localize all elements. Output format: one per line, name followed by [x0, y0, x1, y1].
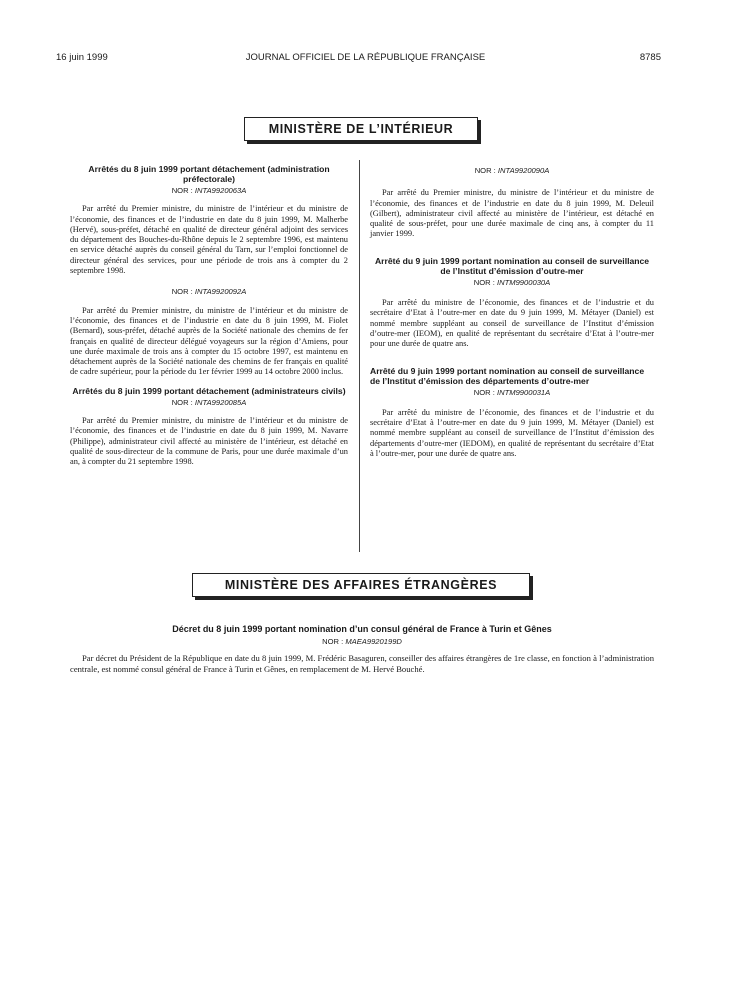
nor-label: NOR : — [171, 397, 193, 407]
nor-value: INTA9920063A — [194, 186, 247, 195]
nor-line — [70, 398, 348, 408]
ministry-interior-heading: MINISTÈRE DE L’INTÉRIEUR — [244, 117, 478, 141]
column-divider — [359, 160, 360, 552]
nor-label: NOR : — [473, 387, 495, 397]
nor-line — [70, 186, 348, 196]
nor-line — [70, 287, 348, 297]
decree-paragraph: Par arrêté du Premier ministre, du ministre de l’intérieur et du ministre de l’économie, des finances et de l’industrie en date du 8 juin 1999, M. Malherbe (Hervé), sous-préfet, détaché en qualité de directeur général adjoint des services du département des Bouches-du-Rhône depuis le 2 septembre 1996, est maintenu en service détaché auprès du conseil général du Tarn, sur l’emploi fonctionnel de directeur général des services, pour une période de trois ans à compter du 2 septembre 1998. — [70, 204, 348, 276]
left-column — [70, 164, 348, 468]
page-number: 8785 — [639, 52, 661, 63]
consul-decree — [70, 624, 654, 675]
nor-label: NOR : — [322, 637, 344, 646]
nor-value: INTA9920092A — [194, 287, 247, 297]
decree-title: Décret du 8 juin 1999 portant nomination d’un consul général de France à Turin et Gênes — [172, 624, 552, 634]
section-title-ieom: Arrêté du 9 juin 1999 portant nomination au conseil de surveillance de l’Institut d’émission d’outre-mer — [374, 255, 650, 276]
ministry-foreign-affairs-heading: MINISTÈRE DES AFFAIRES ÉTRANGÈRES — [192, 573, 530, 597]
decree-paragraph: Par arrêté du Premier ministre, du ministre de l’intérieur et du ministre de l’économie, des finances et de l’industrie en date du 8 juin 1999, M. Fiolet (Bernard), sous-préfet, détaché auprès de la Société nationale des chemins de fer français en qualité de directeur délégué voyageurs sur la région d’Amiens, pour une durée maximale de trois ans à compter du 15 octobre 1997, est maintenu en détachement auprès de la Société nationale des chemins de fer français en qualité de cadre supérieur, pour la période du 1er février 1999 au 14 octobre 2000 inclus. — [70, 305, 348, 377]
decree-paragraph: Par arrêté du Premier ministre, du ministre de l’intérieur et du ministre de l’économie, des finances et de l’industrie en date du 8 juin 1999, M. Deleuil (Gilbert), administrateur civil affecté au ministère de l’intérieur, est détaché en qualité de sous-préfet, pour une durée maximale de cinq ans, à compter du 11 janvier 1999. — [370, 188, 654, 239]
decree-paragraph: Par arrêté du Premier ministre, du ministre de l’intérieur et du ministre de l’économie, des finances et de l’industrie en date du 8 juin 1999, M. Navarre (Philippe), administrateur civil affecté au ministère de l’intérieur, est détaché en qualité de sous-directeur de la commune de Paris, pour une durée maximale d’un an, à compter du 21 septembre 1998. — [70, 416, 348, 467]
nor-label: NOR : — [171, 287, 193, 297]
nor-line — [370, 388, 654, 398]
issue-date: 16 juin 1999 — [56, 52, 108, 63]
nor-label: NOR : — [473, 277, 495, 287]
section-title-iedom: Arrêté du 9 juin 1999 portant nomination au conseil de surveillance de l’Institut d’émission des départements d’outre-mer — [370, 365, 645, 386]
right-column — [370, 164, 654, 459]
nor-value: INTM9900030A — [497, 277, 551, 287]
decree-paragraph: Par arrêté du ministre de l’économie, des finances et de l’industrie et du secrétaire d’Etat à l’outre-mer en date du 9 juin 1999, M. Métayer (Daniel) est nommé membre suppléant au conseil de surveillance de l’Institut d’émission d’outre-mer (IEOM), en qualité de représentant du secrétaire d’Etat à l’outre-mer pour une durée de quatre ans. — [370, 298, 654, 349]
section-title-civil-administrators: Arrêtés du 8 juin 1999 portant détachement (administrateurs civils) — [72, 385, 346, 396]
nor-value: MAEA9920199D — [345, 637, 402, 646]
nor-line — [70, 636, 654, 647]
nor-line — [370, 278, 654, 288]
decree-paragraph: Par décret du Président de la République en date du 8 juin 1999, M. Frédéric Basaguren, conseiller des affaires étrangères de 1re classe, en fonction à l’administration centrale, est nommé consul général de France à Turin et Gênes, en remplacement de M. Hervé Bouché. — [70, 653, 654, 674]
nor-value: INTM9900031A — [497, 387, 551, 397]
journal-title: JOURNAL OFFICIEL DE LA RÉPUBLIQUE FRANÇAISE — [245, 52, 486, 63]
nor-label: NOR : — [171, 186, 193, 195]
decree-paragraph: Par arrêté du ministre de l’économie, des finances et de l’industrie et du secrétaire d’Etat à l’outre-mer en date du 9 juin 1999, M. Métayer (Daniel) est nommé membre suppléant au conseil de surveillance de l’Institut d’émission des départements d’outre-mer (IEDOM), en qualité de représentant du secrétaire d’Etat à l’outre-mer, pour une durée de quatre ans. — [370, 407, 654, 459]
section-title-prefectoral: Arrêtés du 8 juin 1999 portant détachement (administration préfectorale) — [88, 164, 330, 184]
nor-value: INTA9920090A — [497, 166, 550, 175]
nor-label: NOR : — [474, 166, 496, 175]
nor-line — [370, 166, 654, 176]
nor-value: INTA9920085A — [194, 397, 247, 407]
